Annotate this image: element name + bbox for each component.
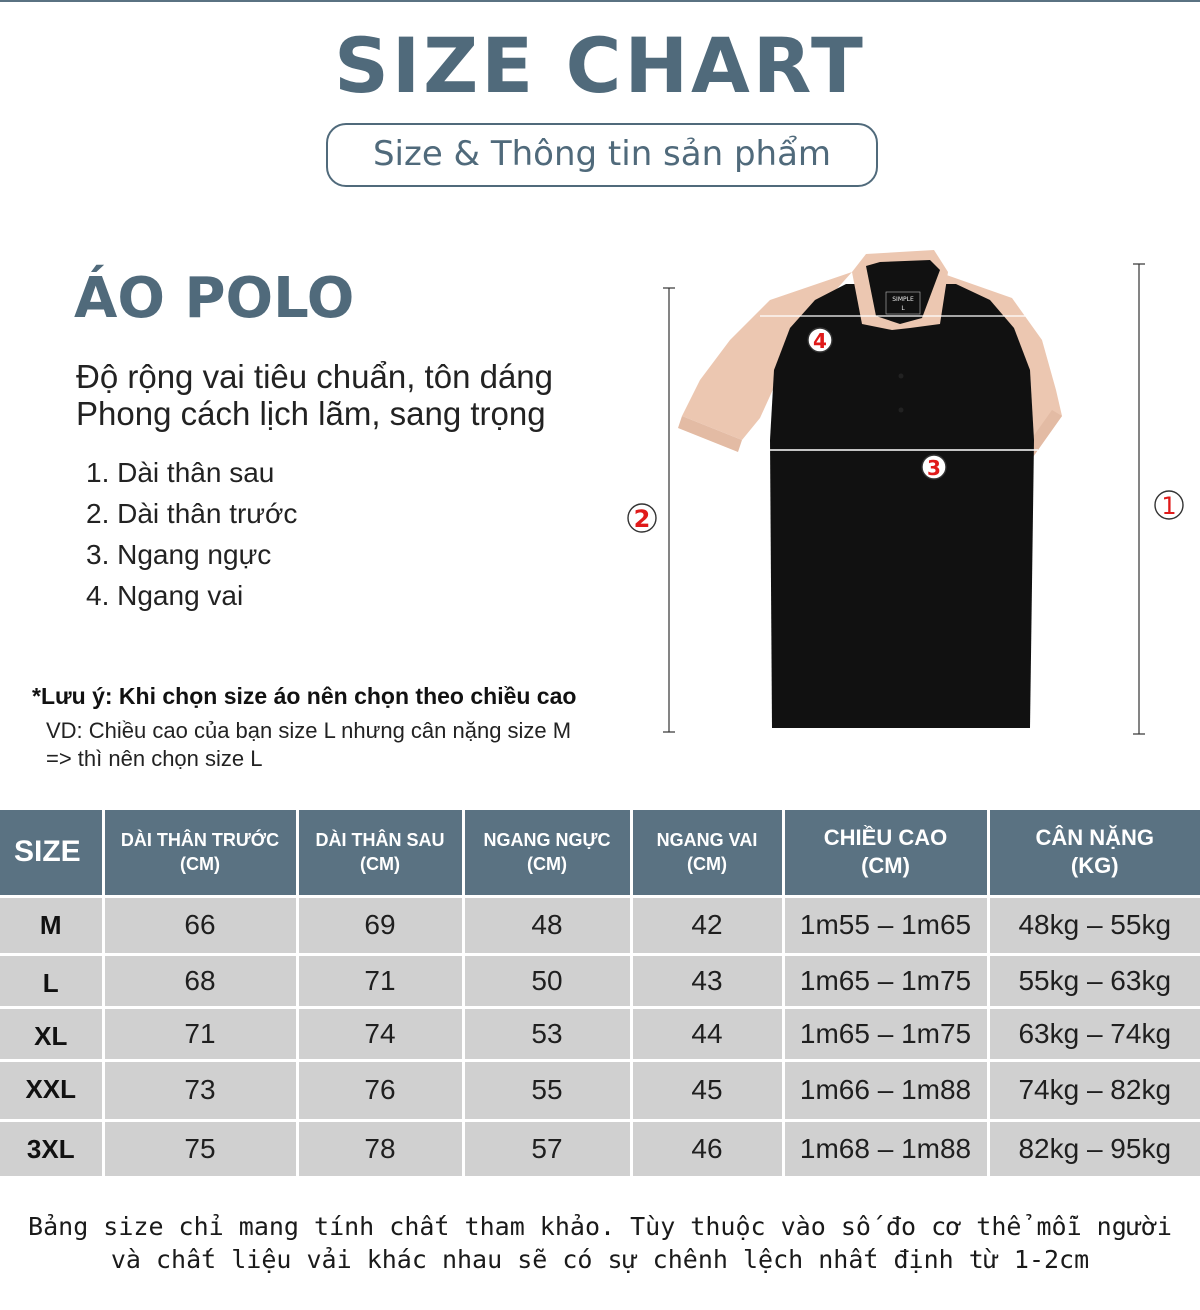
table-cell: 45 — [631, 1060, 783, 1120]
measurement-item: 4. Ngang vai — [86, 580, 244, 611]
table-cell: 76 — [297, 1060, 463, 1120]
table-cell: 1m68 – 1m88 — [783, 1120, 988, 1176]
size-cell: M — [0, 896, 103, 954]
front-length-measure-line — [663, 288, 675, 732]
table-row — [0, 896, 1200, 954]
polo-shirt-diagram — [610, 240, 1200, 750]
marker-2 — [628, 504, 656, 533]
svg-text:2: 2 — [633, 505, 651, 533]
table-cell: 55kg – 63kg — [988, 954, 1200, 1007]
measurement-list — [86, 454, 297, 618]
header-size: SIZE — [0, 810, 103, 896]
marker-4 — [808, 328, 832, 353]
table-row — [0, 954, 1200, 1007]
header-back-length: DÀI THÂN SAU (CM) — [297, 810, 463, 896]
note-example: VD: Chiều cao của bạn size L nhưng cân nặng size M — [46, 718, 572, 743]
measurement-item: 2. Dài thân trước — [86, 498, 298, 529]
table-row — [0, 1060, 1200, 1120]
table-cell: 71 — [297, 954, 463, 1007]
table-cell: 74kg – 82kg — [988, 1060, 1200, 1120]
table-cell: 44 — [631, 1007, 783, 1060]
disclaimer — [0, 1210, 1200, 1276]
size-cell: L — [0, 954, 103, 1007]
table-cell: 71 — [103, 1007, 297, 1060]
subtitle-badge: Size & Thông tin sản phẩm — [326, 123, 878, 187]
table-cell: 75 — [103, 1120, 297, 1176]
table-cell: 1m55 – 1m65 — [783, 896, 988, 954]
table-cell: 63kg – 74kg — [988, 1007, 1200, 1060]
table-cell: 53 — [463, 1007, 631, 1060]
note-conclusion: => thì nên chọn size L — [46, 746, 263, 771]
table-row — [0, 1120, 1200, 1176]
page-title: SIZE CHART — [334, 21, 866, 110]
table-cell: 82kg – 95kg — [988, 1120, 1200, 1176]
placket-button — [899, 374, 904, 379]
table-cell: 68 — [103, 954, 297, 1007]
disclaimer-line: Bảng size chỉ mang tính chất tham khảo. Tùy thuộc vào số đo cơ thể mỗi người — [28, 1212, 1172, 1241]
table-cell: 42 — [631, 896, 783, 954]
brand-label-text: SIMPLE — [892, 296, 914, 303]
svg-text:1: 1 — [1161, 492, 1177, 520]
header-chest-width: NGANG NGỰC (CM) — [463, 810, 631, 896]
size-table — [0, 810, 1200, 1176]
table-cell: 46 — [631, 1120, 783, 1176]
header-height: CHIỀU CAO (CM) — [783, 810, 988, 896]
note-title: *Lưu ý: Khi chọn size áo nên chọn theo chiều cao — [32, 683, 577, 709]
header-shoulder-width: NGANG VAI (CM) — [631, 810, 783, 896]
size-cell: 3XL — [0, 1120, 103, 1176]
back-length-measure-line — [1133, 264, 1145, 734]
table-cell: 69 — [297, 896, 463, 954]
header-weight: CÂN NẶNG (KG) — [988, 810, 1200, 896]
size-cell: XXL — [0, 1060, 103, 1120]
svg-text:4: 4 — [813, 329, 827, 353]
product-name: ÁO POLO — [74, 266, 355, 331]
svg-text:3: 3 — [927, 456, 941, 480]
disclaimer-line: và chất liệu vải khác nhau sẽ có sự chênh lệch nhất định từ 1-2cm — [110, 1245, 1090, 1274]
table-cell: 74 — [297, 1007, 463, 1060]
measurement-item: 1. Dài thân sau — [86, 457, 275, 488]
description-line: Phong cách lịch lãm, sang trọng — [76, 395, 546, 432]
marker-3 — [922, 455, 946, 480]
table-cell: 48 — [463, 896, 631, 954]
table-row — [0, 1007, 1200, 1060]
top-rule — [0, 0, 1200, 2]
table-cell: 43 — [631, 954, 783, 1007]
table-cell: 1m65 – 1m75 — [783, 954, 988, 1007]
table-cell: 48kg – 55kg — [988, 896, 1200, 954]
marker-1 — [1155, 491, 1183, 520]
placket-button — [899, 408, 904, 413]
product-description — [76, 358, 553, 432]
table-cell: 1m65 – 1m75 — [783, 1007, 988, 1060]
shirt-body — [770, 284, 1034, 728]
measurement-item: 3. Ngang ngực — [86, 539, 272, 570]
table-cell: 66 — [103, 896, 297, 954]
table-cell: 73 — [103, 1060, 297, 1120]
table-cell: 50 — [463, 954, 631, 1007]
size-tag-text: L — [901, 305, 905, 312]
table-cell: 1m66 – 1m88 — [783, 1060, 988, 1120]
description-line: Độ rộng vai tiêu chuẩn, tôn dáng — [76, 358, 554, 395]
header-front-length: DÀI THÂN TRƯỚC (CM) — [103, 810, 297, 896]
table-cell: 55 — [463, 1060, 631, 1120]
size-cell: XL — [0, 1007, 103, 1060]
table-cell: 57 — [463, 1120, 631, 1176]
table-cell: 78 — [297, 1120, 463, 1176]
table-header-row — [0, 810, 1200, 896]
